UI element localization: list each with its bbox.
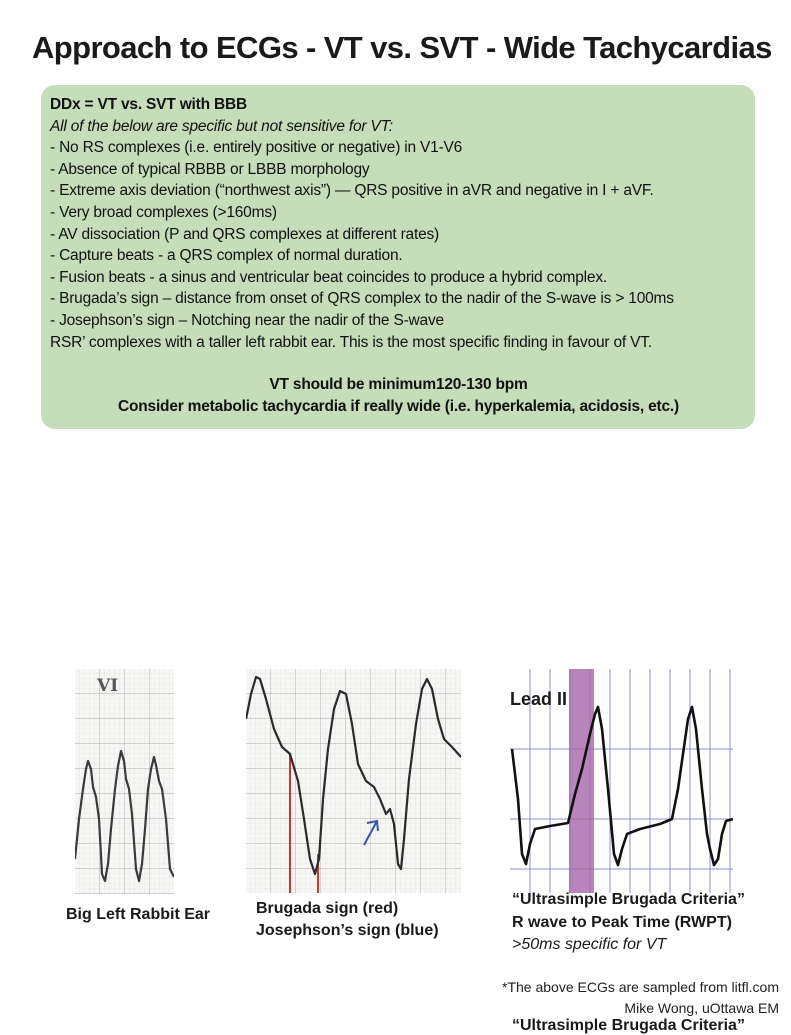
criteria-item: - Capture beats - a QRS complex of normal duration.: [50, 247, 403, 265]
ecg-lead-label: VI: [97, 676, 119, 696]
box-heading: DDx = VT vs. SVT with BBB: [50, 96, 247, 113]
footer: [502, 977, 779, 1019]
criteria-item: - Absence of typical RBBB or LBBB morphology: [50, 160, 370, 178]
ecg-brugada-svg: [246, 669, 461, 893]
conclusion-rate: VT should be minimum120-130 bpm: [269, 376, 528, 394]
cutoff-caption: “Ultrasimple Brugada Criteria”: [512, 1017, 745, 1034]
fig3-caption-2: R wave to Peak Time (RWPT): [512, 914, 732, 931]
fig2-caption-2: Josephson’s sign (blue): [256, 922, 439, 939]
ecg-lead2-svg: [510, 669, 733, 893]
criteria-item: - Very broad complexes (>160ms): [50, 203, 277, 221]
page-title: Approach to ECGs - VT vs. SVT - Wide Tachycardias: [32, 30, 772, 65]
criteria-item: RSR’ complexes with a taller left rabbit ear. This is the most specific finding in favour of VT.: [50, 333, 652, 351]
ddx-info-box: [41, 85, 755, 429]
ecg-v1-svg: [75, 669, 174, 894]
conclusion-metabolic: Consider metabolic tachycardia if really wide (i.e. hyperkalemia, acidosis, etc.): [118, 397, 679, 415]
ecg-brugada-josephson: [246, 669, 461, 893]
fig3-caption-3-text: >50ms specific for VT: [512, 936, 667, 953]
fig3-caption-1: “Ultrasimple Brugada Criteria”: [512, 891, 745, 908]
box-subheading: All of the below are specific but not sensitive for VT:: [50, 117, 393, 135]
criteria-item: - AV dissociation (P and QRS complexes at different rates): [50, 225, 440, 243]
fig1-caption: Big Left Rabbit Ear: [66, 906, 211, 923]
rwpt-highlight: [569, 669, 594, 893]
ecg-v1-rabbit-ear: [75, 669, 174, 894]
footer-source: *The above ECGs are sampled from litfl.com: [502, 979, 779, 995]
footer-author: Mike Wong, uOttawa EM: [624, 1000, 779, 1016]
criteria-item: - Josephson’s sign – Notching near the nadir of the S-wave: [50, 311, 444, 329]
fig2-caption-1: Brugada sign (red): [256, 900, 399, 917]
ecg-lead-label: Lead II: [510, 689, 568, 709]
criteria-item: - Brugada’s sign – distance from onset of QRS complex to the nadir of the S-wave is > 100ms: [50, 290, 674, 308]
ecg-lead-ii-rwpt: [510, 669, 733, 893]
criteria-item: - Extreme axis deviation (“northwest axis”) — QRS positive in aVR and negative in I + aVF.: [50, 182, 654, 200]
criteria-item: - Fusion beats - a sinus and ventricular beat coincides to produce a hybrid complex.: [50, 268, 608, 286]
criteria-item: - No RS complexes (i.e. entirely positive or negative) in V1-V6: [50, 139, 463, 157]
fig3-caption-3: [512, 934, 666, 956]
